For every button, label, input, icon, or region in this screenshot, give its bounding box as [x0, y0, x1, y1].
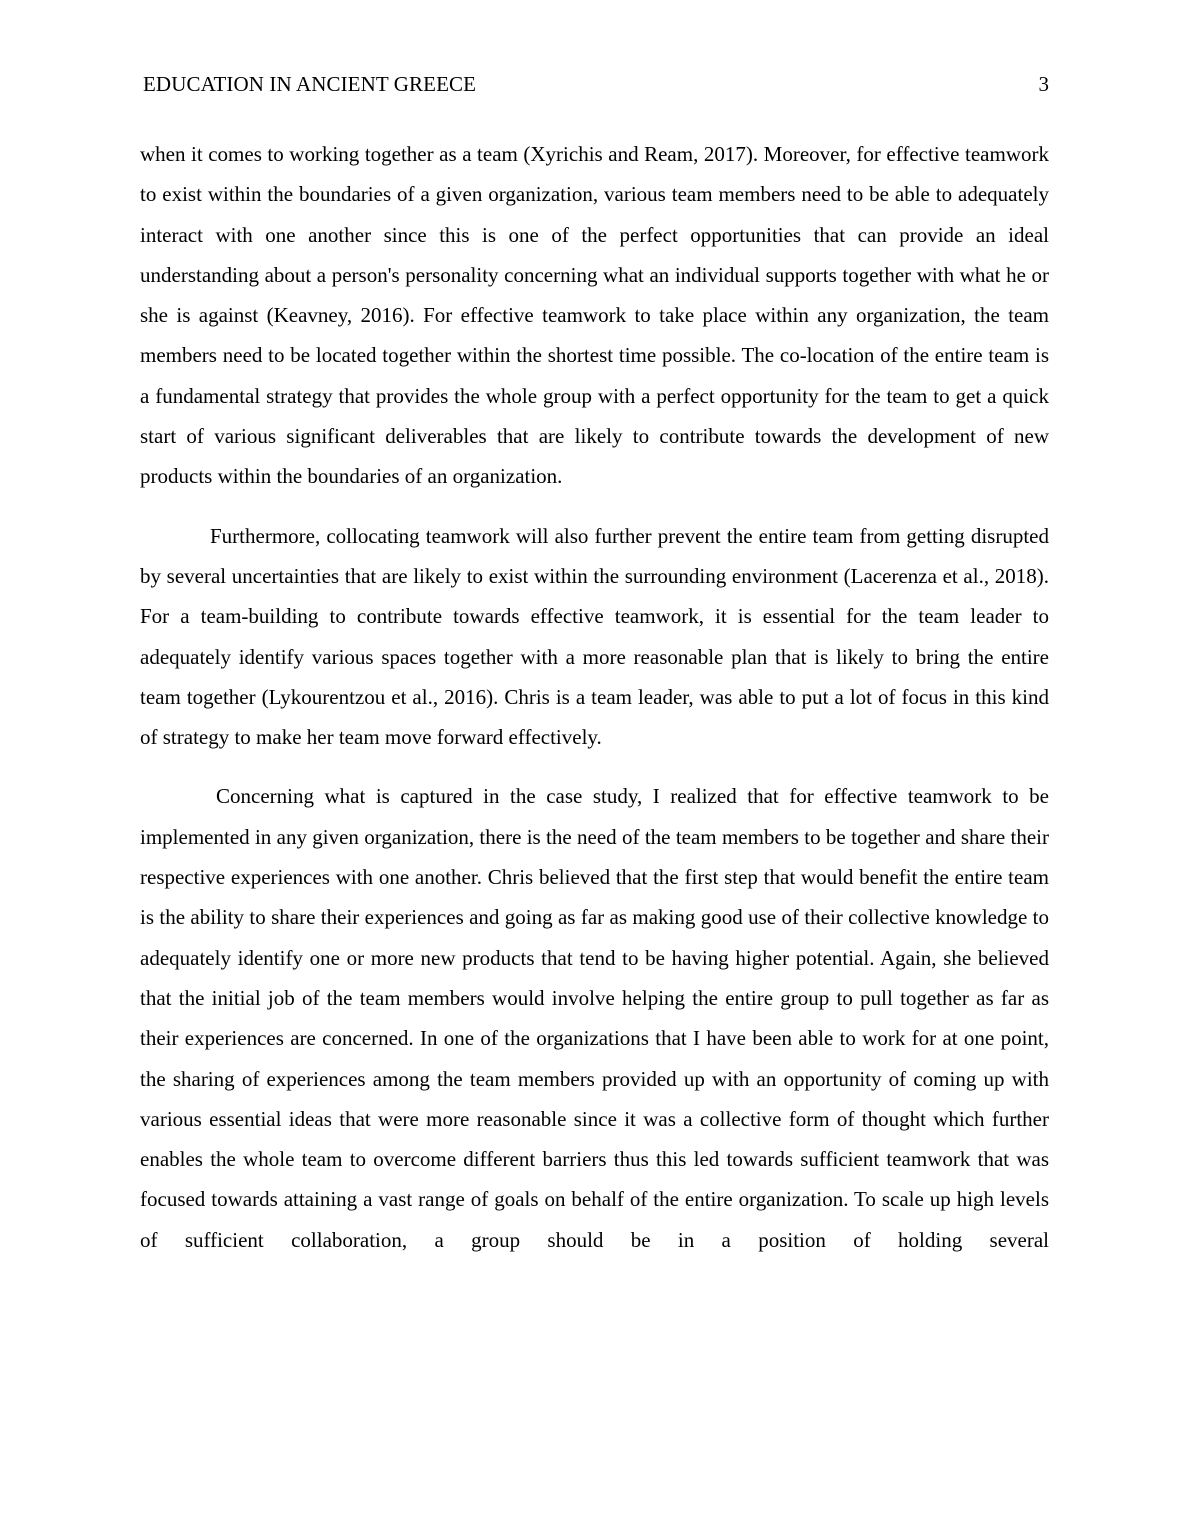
page-number: 3: [1038, 72, 1049, 96]
paragraph-1: when it comes to working together as a team (Xyrichis and Ream, 2017). Moreover, for effective teamwork to exist within the boundaries of a given organization, various team members need to be able to adequately interact with one another since this is one of the perfect opportunities that can provide an ideal understanding about a person's personality concerning what an individual supports together with what he or she is against (Keavney, 2016). For effective teamwork to take place within any organization, the team members need to be located together within the shortest time possible. The co-location of the entire team is a fundamental strategy that provides the whole group with a perfect opportunity for the team to get a quick start of various significant deliverables that are likely to contribute towards the development of new products within the boundaries of an organization.: [140, 142, 1049, 489]
paragraph-2: Furthermore, collocating teamwork will also further prevent the entire team from getting disrupted by several uncertainties that are likely to exist within the surrounding environment (Lacerenza et al., 2018). For a team-building to contribute towards effective teamwork, it is essential for the team leader to adequately identify various spaces together with a more reasonable plan that is likely to bring the entire team together (Lykourentzou et al., 2016). Chris is a team leader, was able to put a lot of focus in this kind of strategy to make her team move forward effectively.: [140, 523, 1049, 750]
body-text: [140, 134, 1049, 1260]
running-head: EDUCATION IN ANCIENT GREECE: [143, 72, 477, 96]
paragraph-3: Concerning what is captured in the case study, I realized that for effective teamwork to be implemented in any given organization, there is the need of the team members to be together and share their respective experiences with one another. Chris believed that the first step that would benefit the entire team is the ability to share their experiences and going as far as making good use of their collective knowledge to adequately identify one or more new products that tend to be having higher potential. Again, she believed that the initial job of the team members would involve helping the entire group to pull together as far as their experiences are concerned. In one of the organizations that I have been able to work for at one point, the sharing of experiences among the team members provided up with an opportunity of coming up with various essential ideas that were more reasonable since it was a collective form of thought which further enables the whole team to overcome different barriers thus this led towards sufficient teamwork that was focused towards attaining a vast range of goals on behalf of the entire organization. To scale up high levels of sufficient collaboration, a group should be in a position of holding several: [140, 784, 1049, 1252]
